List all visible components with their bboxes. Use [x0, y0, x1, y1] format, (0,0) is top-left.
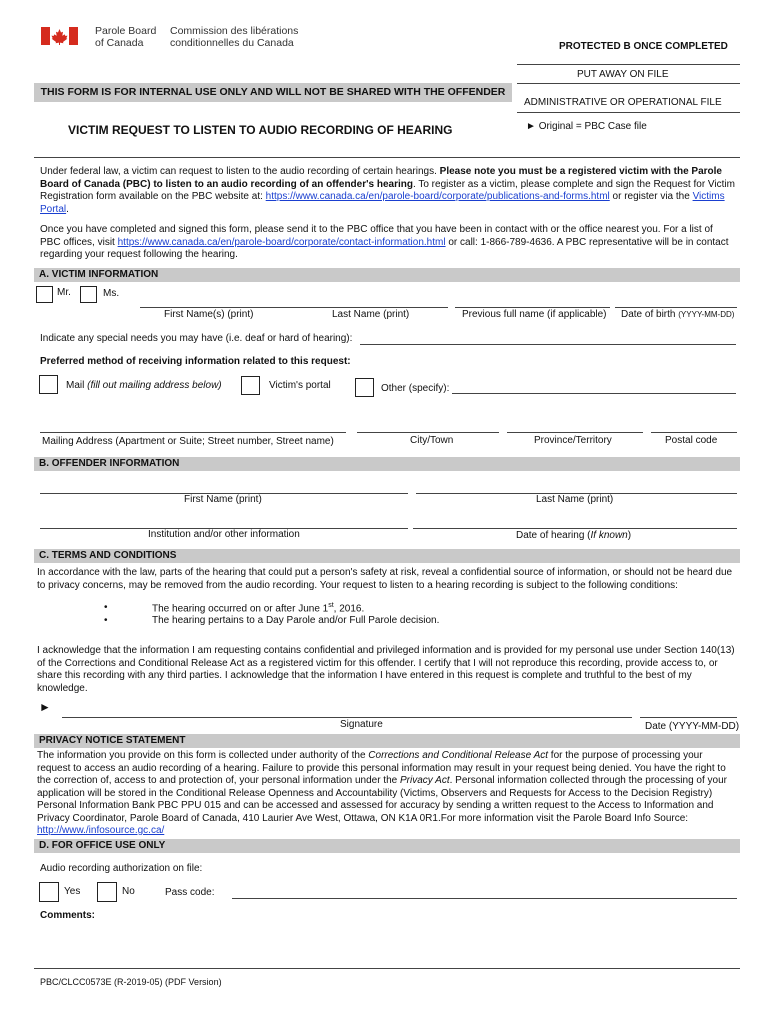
admin-file-label: ADMINISTRATIVE OR OPERATIONAL FILE: [524, 97, 722, 108]
special-needs-field[interactable]: [360, 344, 736, 345]
previous-name-label: Previous full name (if applicable): [462, 309, 607, 320]
arrow-right-icon: ►: [526, 121, 536, 132]
protected-notice: PROTECTED B ONCE COMPLETED: [559, 41, 728, 52]
hearing-date-label: Date of hearing (If known): [516, 530, 632, 541]
acknowledgement-paragraph: I acknowledge that the information I am requesting contains confidential and privileged information and is provided for my personal use under Section 140(13) of the Corrections and Conditional Release Act as a registered victim for this offender. I certify that I will not reproduce this recording, provide access to, or share this recording with any third parties. I acknowledge that the information I have entered in this request is complete and truthful to the best of my knowledge.: [37, 645, 735, 694]
internal-use-banner: THIS FORM IS FOR INTERNAL USE ONLY AND WILL NOT BE SHARED WITH THE OFFENDER: [34, 83, 512, 102]
bullet-2-text: The hearing pertains to a Day Parole and/or Full Parole decision.: [152, 615, 440, 626]
special-needs-label: Indicate any special needs you may have (i.e. deaf or hard of hearing):: [40, 333, 353, 344]
institution-label: Institution and/or other information: [148, 529, 300, 540]
agency-name-en: [95, 25, 156, 49]
agency-name-fr: [170, 25, 298, 49]
section-d-header: D. FOR OFFICE USE ONLY: [34, 839, 740, 853]
agency-name-fr-line1: Commission des libérations: [170, 25, 299, 37]
victim-last-name-label: Last Name (print): [332, 309, 410, 320]
signature-date-label: Date (YYYY-MM-DD): [645, 721, 740, 732]
offender-first-name-label: First Name (print): [184, 494, 262, 505]
victims-portal-link[interactable]: Victims Portal: [40, 191, 725, 215]
dob-label: Date of birth (YYYY-MM-DD): [621, 309, 735, 320]
audio-auth-label: Audio recording authorization on file:: [40, 863, 203, 874]
file-box: [517, 64, 740, 142]
ms-label: Ms.: [103, 288, 120, 299]
mail-label: Mail (fill out mailing address below): [66, 380, 222, 391]
mr-label: Mr.: [57, 287, 71, 298]
agency-name-en-line1: Parole Board: [95, 25, 157, 37]
put-away-label: PUT AWAY ON FILE: [577, 69, 669, 80]
intro-paragraph-1: Under federal law, a victim can request to listen to the audio recording of certain hearings. Please note you must be a registered victim with the Parole Board of Canada (PBC) to listen to an audio recording of an offender's hearing. To register as a victim, please complete and sign the Request for Victim Registration form available on the PBC website at: https://www.canada.ca/en/parole-board/corporate/publications-and-forms.html or register via the Victims Portal.: [40, 166, 735, 215]
portal-label: Victim's portal: [269, 380, 331, 391]
canada-flag-logo: [41, 27, 78, 45]
bullet-2: •: [104, 615, 108, 626]
original-label: [526, 121, 647, 132]
portal-checkbox[interactable]: [241, 376, 260, 395]
yes-label: Yes: [64, 886, 81, 897]
signature-label: Signature: [340, 719, 383, 730]
other-specify-field[interactable]: [452, 393, 736, 394]
preferred-method-label: Preferred method of receiving information related to this request:: [40, 356, 351, 367]
offender-last-name-label: Last Name (print): [536, 494, 614, 505]
infosource-link[interactable]: http://www./infosource.gc.ca/: [37, 825, 165, 836]
mailing-address-label: Mailing Address (Apartment or Suite; Street number, Street name): [42, 436, 334, 447]
pass-code-label: Pass code:: [165, 887, 215, 898]
original-text: Original = PBC Case file: [538, 121, 647, 132]
section-c-header: C. TERMS AND CONDITIONS: [34, 549, 740, 563]
section-a-header: A. VICTIM INFORMATION: [34, 268, 740, 282]
province-label: Province/Territory: [534, 435, 612, 446]
agency-name-fr-line2: conditionnelles du Canada: [170, 37, 294, 49]
mr-checkbox[interactable]: [36, 286, 53, 303]
no-label: No: [122, 886, 135, 897]
other-label: Other (specify):: [381, 383, 450, 394]
postal-code-label: Postal code: [665, 435, 718, 446]
signature-arrow-icon: ►: [39, 700, 51, 714]
section-b-header: B. OFFENDER INFORMATION: [34, 457, 740, 471]
city-label: City/Town: [410, 435, 454, 446]
other-checkbox[interactable]: [355, 378, 374, 397]
bullet-1-text: The hearing occurred on or after June 1st, 2016.: [152, 602, 365, 615]
agency-name-en-line2: of Canada: [95, 37, 144, 49]
ms-checkbox[interactable]: [80, 286, 97, 303]
form-id: PBC/CLCC0573E (R-2019-05) (PDF Version): [40, 977, 222, 987]
pass-code-field[interactable]: [232, 898, 737, 899]
signature-date-field[interactable]: [640, 717, 737, 718]
privacy-header: PRIVACY NOTICE STATEMENT: [34, 734, 740, 748]
signature-field[interactable]: [62, 717, 632, 718]
comments-label: Comments:: [40, 910, 96, 921]
contact-info-link[interactable]: https://www.canada.ca/en/parole-board/corporate/contact-information.html: [117, 236, 446, 248]
publications-link[interactable]: https://www.canada.ca/en/parole-board/corporate/publications-and-forms.html: [265, 191, 610, 202]
no-checkbox[interactable]: [97, 882, 117, 902]
form-title: VICTIM REQUEST TO LISTEN TO AUDIO RECORDING OF HEARING: [68, 123, 453, 137]
mail-checkbox[interactable]: [39, 375, 58, 394]
bullet-1: •: [104, 602, 108, 613]
terms-paragraph: In accordance with the law, parts of the hearing that could put a person's safety at risk, reveal a confidential source of information, or should not be heard due to privacy concerns, may be removed from the audio recording. Your request to listen to a hearing recording is subject to the following conditions:: [37, 567, 733, 591]
maple-leaf-icon: [41, 27, 78, 45]
victim-first-name-label: First Name(s) (print): [164, 309, 254, 320]
yes-checkbox[interactable]: [39, 882, 59, 902]
intro-paragraph-2: Once you have completed and signed this form, please send it to the PBC office that you have been in contact with or the office nearest you. For a list of PBC offices, visit https://www.canada.ca/en/parole-board/corporate/contact-information.html or call: 1-866-789-4636. A PBC representative will be in contact regarding your request following the hearing.: [40, 224, 729, 260]
privacy-paragraph: The information you provide on this form is collected under authority of the Corrections and Conditional Release Act for the purpose of processing your request to access an audio recording of a hearing. Failure to provide this personal information may result in your request being denied. You have the right to the correction of, access to and protection of, your personal information under the Privacy Act. Personal information collected through the processing of your application will be stored in the Conditional Release Openness and Accountability (Victims, Observers and Requests for Access to the Decision Registry) Personal Information Bank PBC PPU 015 and can be accessed and assessed for accuracy by sending a written request to the Access to Information and Privacy Coordinator, Parole Board of Canada, 410 Laurier Ave West, Ottawa, ON K1A 0R1.For more information visit the Parole Board Info Source: http://www./infosource.gc.ca/: [37, 750, 728, 836]
